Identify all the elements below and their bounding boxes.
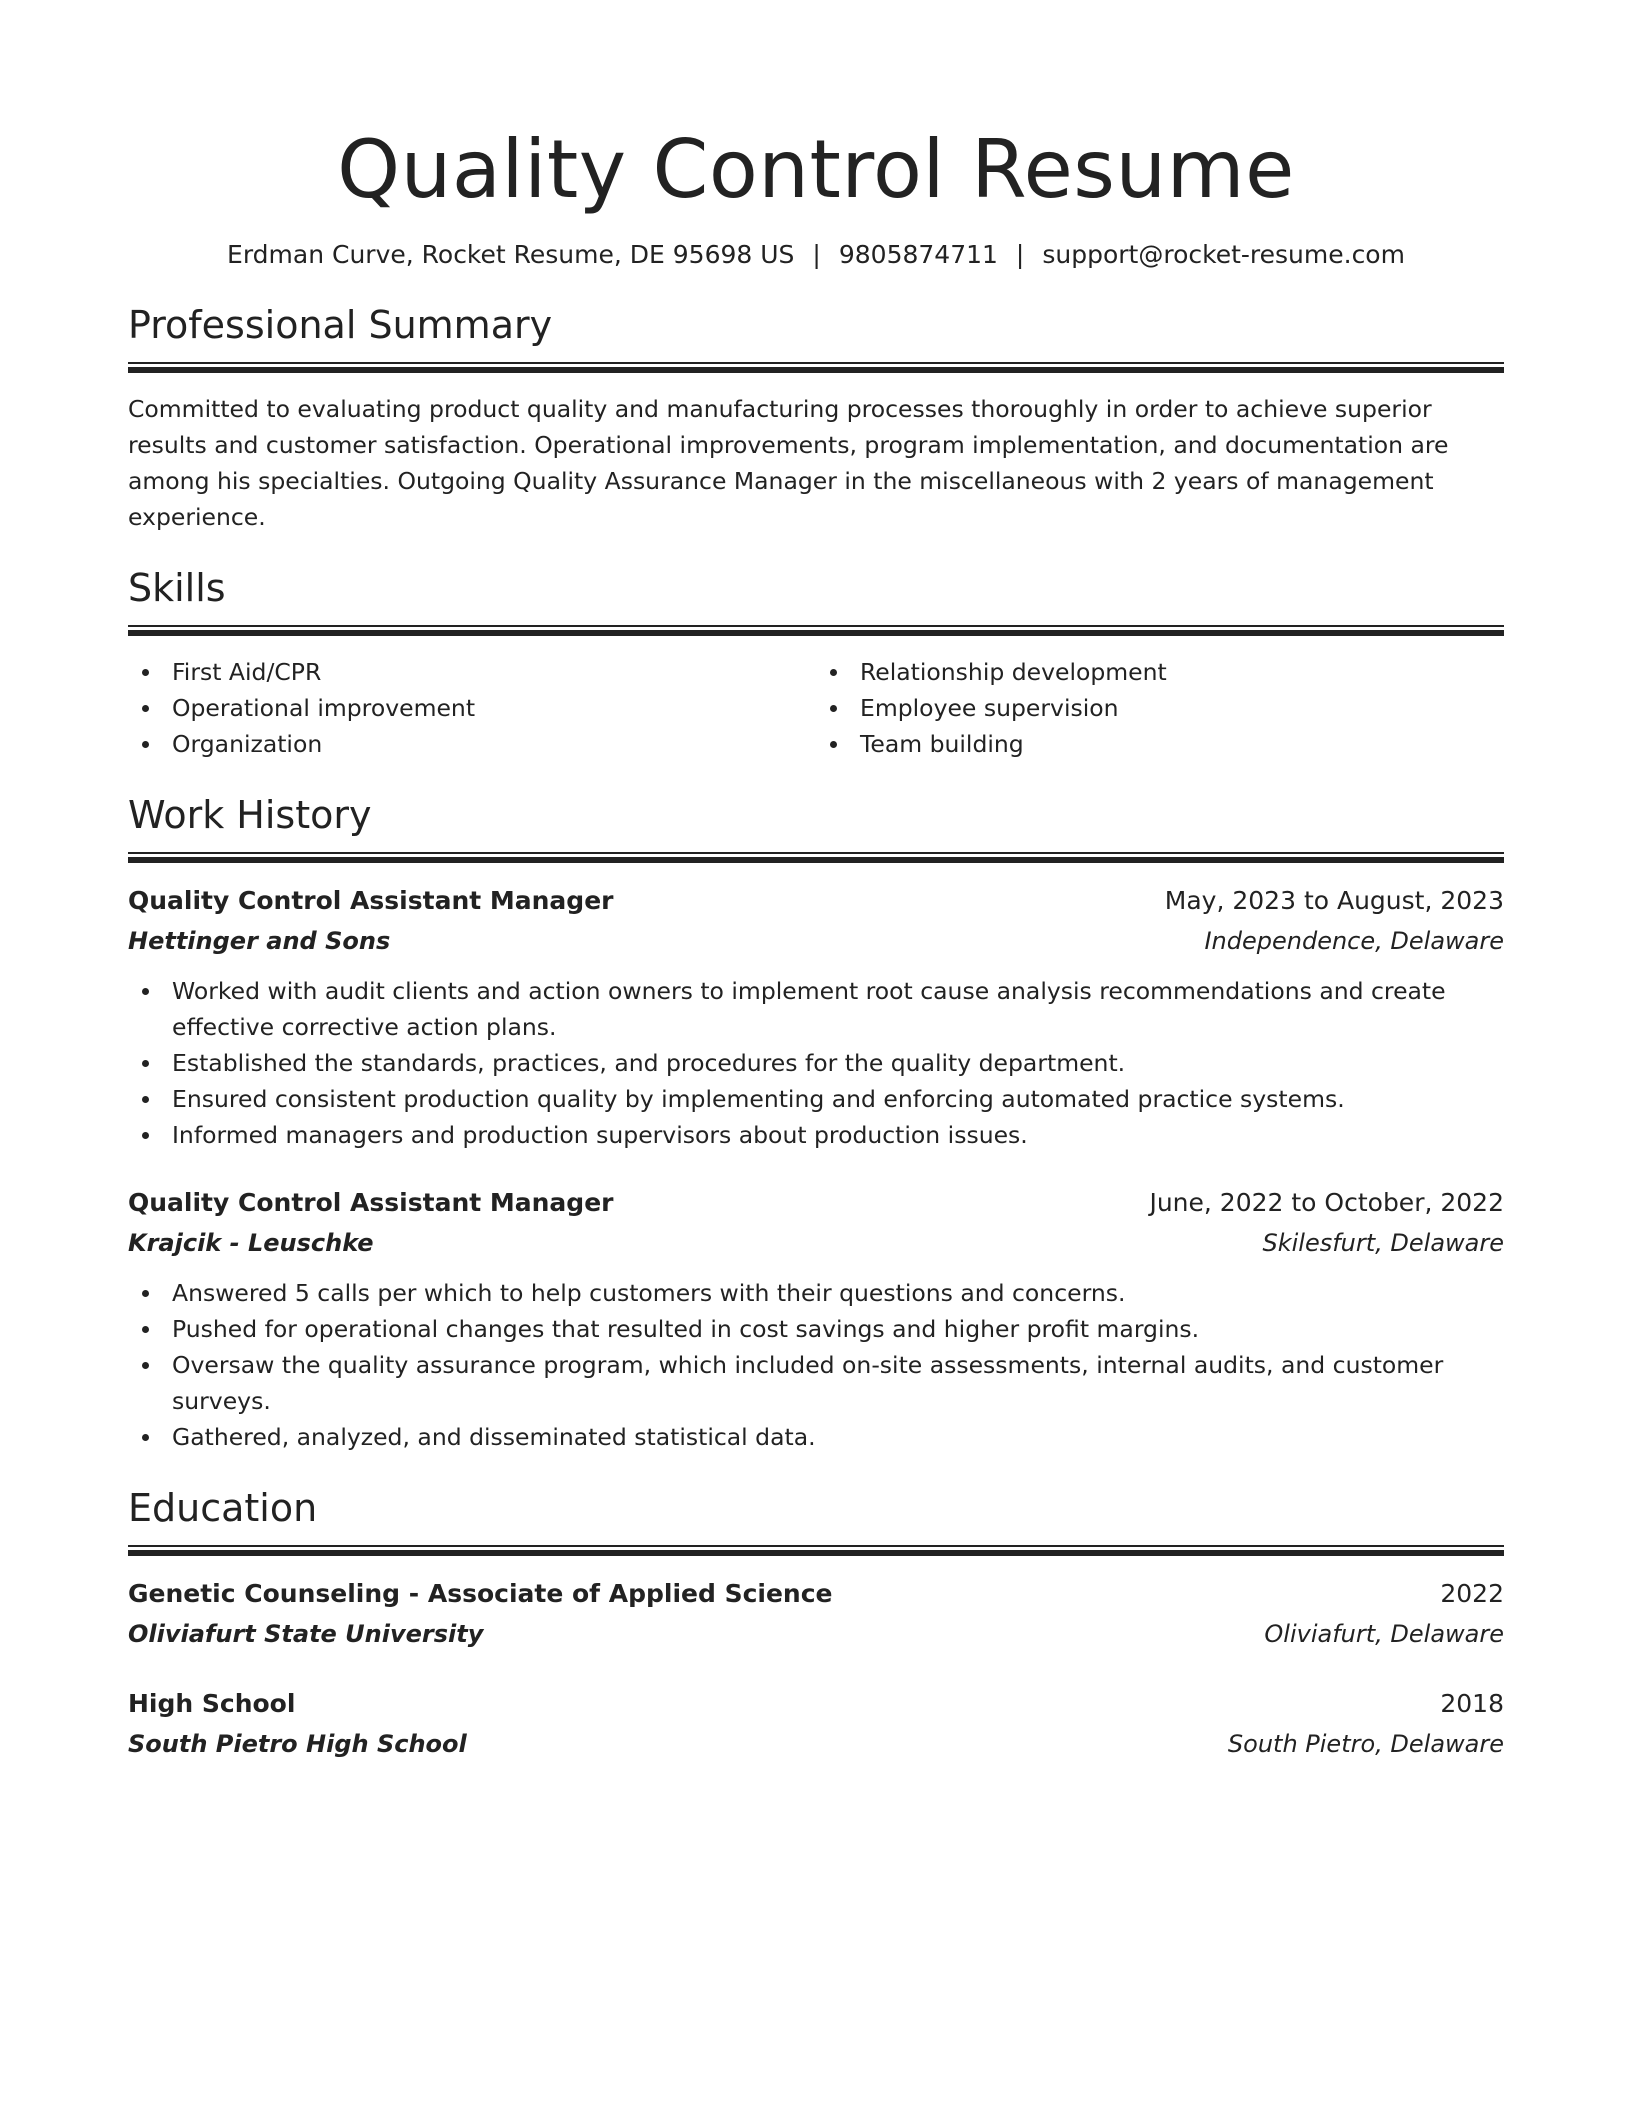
summary-text: Committed to evaluating product quality and manufacturing processes thoroughly in order to achieve superior results and customer satisfaction. Operational improvements, program implementation, and documentation are among his specialties. Outgoing Quality Assurance Manager in the miscellaneous with 2 years of management experience. [128,395,1449,531]
skill-item: Team building [816,726,1504,762]
summary-heading: Professional Summary [128,303,553,347]
education-location: South Pietro, Delaware [1227,1730,1504,1758]
job-company-row [128,921,1504,961]
section-divider [128,625,1504,636]
job-bullet: Gathered, analyzed, and disseminated statistical data. [128,1419,1504,1455]
contact-phone: 9805874711 [838,240,998,269]
education-entry [128,1684,1504,1764]
skill-item: Organization [128,726,816,762]
section-divider [128,362,1504,373]
education-header-row [128,1684,1504,1724]
education-section [128,1485,1504,1764]
skills-heading: Skills [128,566,226,610]
section-divider [128,1545,1504,1556]
job-title: Quality Control Assistant Manager [128,886,614,915]
education-header-row [128,1574,1504,1614]
job-header-row [128,1183,1504,1223]
skills-list [128,654,1504,762]
education-year: 2018 [1440,1689,1504,1718]
resume-title: Quality Control Resume [337,123,1295,216]
job-company: Krajcik - Leuschke [128,1229,374,1257]
education-year: 2022 [1440,1579,1504,1608]
contact-email: support@rocket-resume.com [1042,240,1405,269]
skills-column-left [128,654,816,762]
job-title: Quality Control Assistant Manager [128,1188,614,1217]
job-location: Skilesfurt, Delaware [1262,1229,1504,1257]
job-entry [128,1183,1504,1455]
education-heading: Education [128,1486,318,1530]
education-degree: High School [128,1689,296,1718]
section-divider [128,852,1504,863]
work-heading: Work History [128,793,372,837]
job-header-row [128,881,1504,921]
education-entry [128,1574,1504,1654]
job-bullets [128,973,1504,1153]
contact-separator: | [1015,240,1025,269]
contact-line [128,238,1504,272]
job-bullets [128,1275,1504,1455]
work-section [128,792,1504,1455]
job-dates: June, 2022 to October, 2022 [1149,1188,1504,1217]
job-bullet: Ensured consistent production quality by implementing and enforcing automated practice systems. [128,1081,1504,1117]
job-dates: May, 2023 to August, 2023 [1164,886,1504,915]
skill-item: Relationship development [816,654,1504,690]
job-company-row [128,1223,1504,1263]
job-entry [128,881,1504,1153]
education-school-row [128,1614,1504,1654]
skills-section [128,565,1504,762]
skills-column-right [816,654,1504,762]
job-company: Hettinger and Sons [128,927,391,955]
job-bullet: Informed managers and production supervisors about production issues. [128,1117,1504,1153]
job-bullet: Answered 5 calls per which to help customers with their questions and concerns. [128,1275,1504,1311]
contact-address: Erdman Curve, Rocket Resume, DE 95698 US [227,240,795,269]
summary-section [128,302,1504,535]
education-school-row [128,1724,1504,1764]
education-school: Oliviafurt State University [128,1620,484,1648]
skill-item: Employee supervision [816,690,1504,726]
job-bullet: Pushed for operational changes that resulted in cost savings and higher profit margins. [128,1311,1504,1347]
job-bullet: Oversaw the quality assurance program, which included on-site assessments, internal audits, and customer surveys. [128,1347,1504,1419]
job-bullet: Established the standards, practices, and procedures for the quality department. [128,1045,1504,1081]
contact-separator: | [812,240,821,269]
job-bullet: Worked with audit clients and action owners to implement root cause analysis recommendations and create effective corrective action plans. [128,973,1504,1045]
education-school: South Pietro High School [128,1730,467,1758]
job-location: Independence, Delaware [1204,927,1504,955]
education-location: Oliviafurt, Delaware [1264,1620,1504,1648]
education-degree: Genetic Counseling - Associate of Applied Science [128,1579,833,1608]
skill-item: Operational improvement [128,690,816,726]
skill-item: First Aid/CPR [128,654,816,690]
